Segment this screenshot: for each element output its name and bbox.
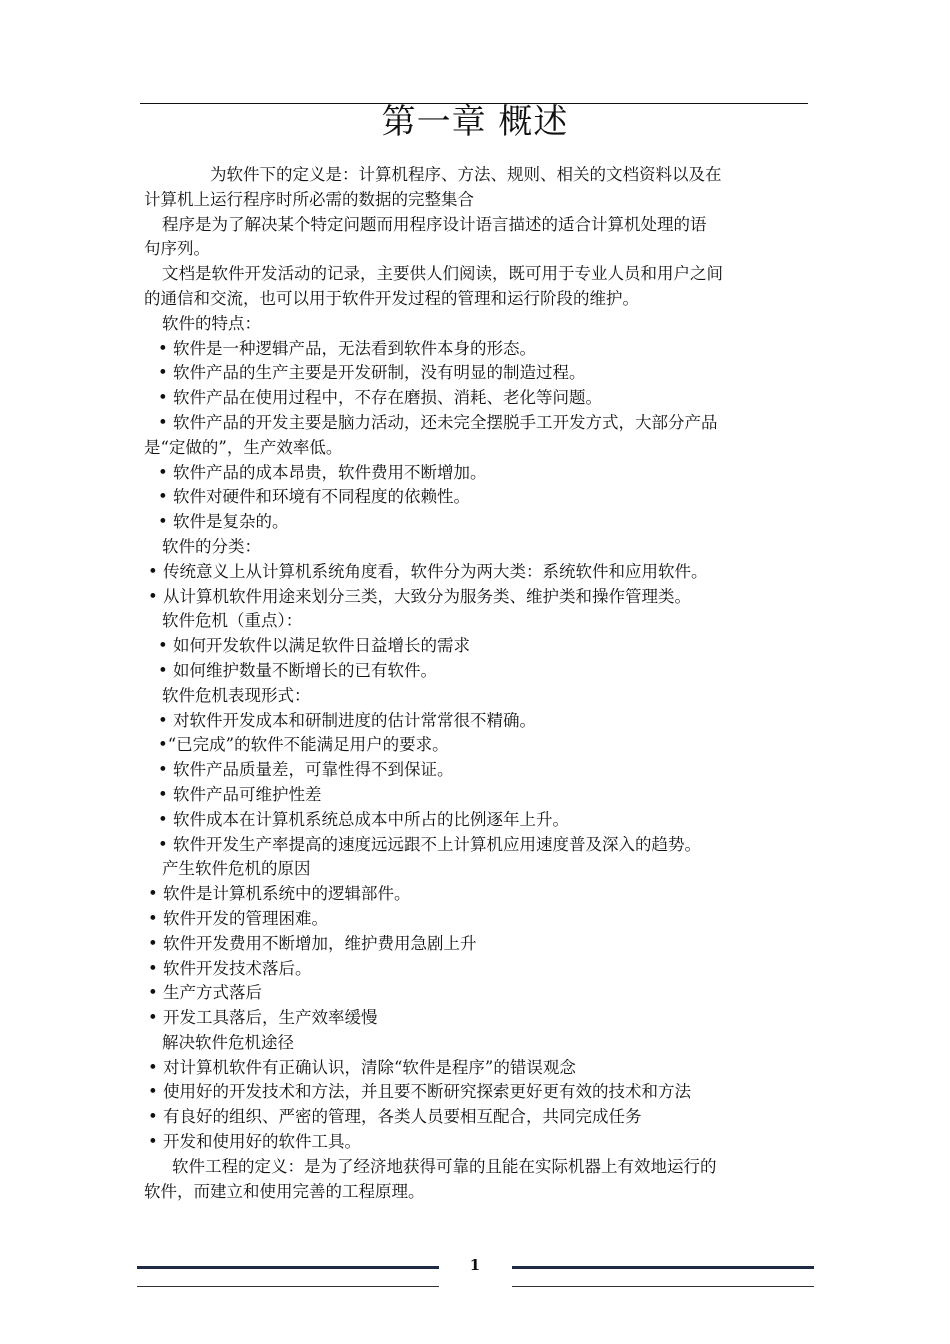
section-heading: 软件危机表现形式： <box>162 685 311 705</box>
chapter-title: 第一章 概述 <box>381 102 569 142</box>
section-heading: 解决软件危机途径 <box>162 1032 294 1052</box>
paragraph-line: 软件，而建立和使用完善的工程原理。 <box>144 1181 425 1201</box>
list-item: • 软件产品可维护性差 <box>158 784 322 804</box>
paragraph-line: 计算机上运行程序时所必需的数据的完整集合 <box>144 189 474 209</box>
list-item: • 对计算机软件有正确认识，清除“软件是程序”的错误观念 <box>148 1057 576 1077</box>
paragraph-line: 的通信和交流，也可以用于软件开发过程的管理和运行阶段的维护。 <box>144 288 639 308</box>
section-heading: 产生软件危机的原因 <box>162 859 311 879</box>
list-item: • 有良好的组织、严密的管理，各类人员要相互配合，共同完成任务 <box>148 1107 642 1127</box>
footer-rule-left-thin <box>137 1286 439 1287</box>
list-item: • 软件开发技术落后。 <box>148 958 312 978</box>
section-heading: 软件的特点： <box>162 313 261 333</box>
section-heading: 软件的分类： <box>162 536 261 556</box>
footer-rule-right-thin <box>512 1286 814 1287</box>
list-item: • 软件产品的生产主要是开发研制，没有明显的制造过程。 <box>158 363 586 383</box>
footer-rule-left <box>137 1266 439 1269</box>
body-text <box>144 163 810 1204</box>
page-number: 1 <box>469 1256 481 1274</box>
paragraph-line: 文档是软件开发活动的记录，主要供人们阅读，既可用于专业人员和用户之间 <box>162 264 723 284</box>
list-item: • 如何开发软件以满足软件日益增长的需求 <box>158 636 470 656</box>
footer-rule-right <box>512 1266 814 1269</box>
list-item: • 软件产品质量差，可靠性得不到保证。 <box>158 760 454 780</box>
list-item: • 开发工具落后，生产效率缓慢 <box>148 1008 378 1028</box>
list-item: • 软件开发的管理困难。 <box>148 908 328 928</box>
list-item: • 对软件开发成本和研制进度的估计常常很不精确。 <box>158 710 536 730</box>
list-item: • 如何维护数量不断增长的已有软件。 <box>158 660 437 680</box>
list-item: • 软件产品的开发主要是脑力活动，还未完全摆脱手工开发方式，大部分产品 <box>158 412 718 432</box>
paragraph-line: 句序列。 <box>144 239 210 259</box>
list-item: • 使用好的开发技术和方法，并且要不断研究探索更好更有效的技术和方法 <box>148 1082 691 1102</box>
list-item: • 软件开发生产率提高的速度远远跟不上计算机应用速度普及深入的趋势。 <box>158 834 701 854</box>
paragraph-line: 软件工程的定义：是为了经济地获得可靠的且能在实际机器上有效地运行的 <box>172 1156 717 1176</box>
list-item: • 软件是计算机系统中的逻辑部件。 <box>148 884 411 904</box>
list-item: • 软件开发费用不断增加，维护费用急剧上升 <box>148 933 477 953</box>
list-item: • 传统意义上从计算机系统角度看，软件分为两大类：系统软件和应用软件。 <box>148 561 708 581</box>
list-item: • 软件产品的成本昂贵，软件费用不断增加。 <box>158 462 487 482</box>
list-item: • 软件是复杂的。 <box>158 512 289 532</box>
list-item: • 软件成本在计算机系统总成本中所占的比例逐年上升。 <box>158 809 569 829</box>
paragraph-line: 程序是为了解决某个特定问题而用程序设计语言描述的适合计算机处理的语 <box>162 214 707 234</box>
list-item: • 开发和使用好的软件工具。 <box>148 1132 361 1152</box>
paragraph-line: 为软件下的定义是：计算机程序、方法、规则、相关的文档资料以及在 <box>210 165 722 184</box>
list-item: • 软件是一种逻辑产品，无法看到软件本身的形态。 <box>158 338 536 358</box>
list-item: • 从计算机软件用途来划分三类，大致分为服务类、维护类和操作管理类。 <box>148 586 691 606</box>
list-item: •“已完成”的软件不能满足用户的要求。 <box>158 735 449 755</box>
section-heading: 软件危机（重点）： <box>162 611 303 631</box>
list-item: • 生产方式落后 <box>148 983 262 1003</box>
list-item: • 软件对硬件和环境有不同程度的依赖性。 <box>158 487 470 507</box>
list-item: • 软件产品在使用过程中，不存在磨损、消耗、老化等问题。 <box>158 388 602 408</box>
list-item-continuation: 是“定做的”，生产效率低。 <box>144 437 343 457</box>
